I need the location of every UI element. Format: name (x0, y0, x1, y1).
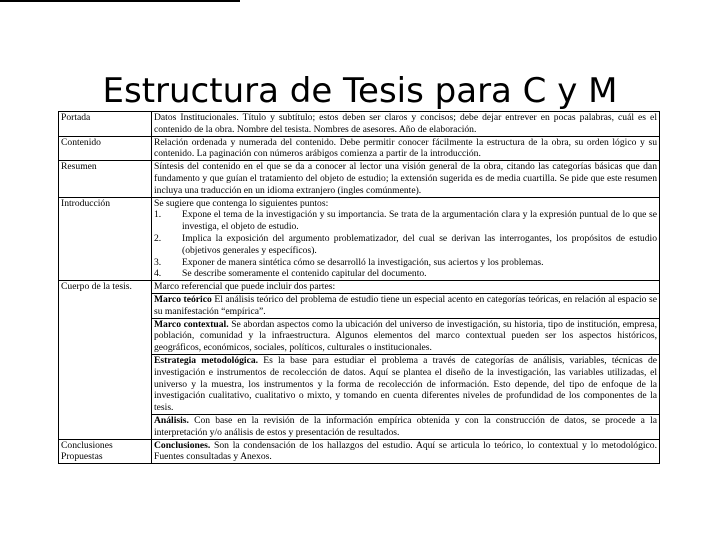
section-label: Contenido (59, 136, 152, 161)
section-label: Introducción (59, 197, 152, 281)
list-number: 2. (154, 232, 162, 244)
list-intro: Se sugiere que contenga lo siguientes puntos: (154, 197, 329, 209)
list-text: Se describe someramente el contenido capitular del documento. (182, 268, 427, 280)
subsection-text: Marco referencial que puede incluir dos partes: (154, 281, 336, 293)
subsection-text: Con base en la revisión de la información empírica obtenida y con la construcción de datos, se procede a la interpretación y/o análisis de estos y presentación de resultados. (154, 414, 657, 438)
table-row (59, 281, 660, 439)
subsection-heading: Análisis. (154, 414, 189, 426)
table-row (59, 112, 660, 137)
section-label: Resumen (59, 161, 152, 197)
section-label: Cuerpo de la tesis. (59, 281, 152, 439)
section-description: Datos Institucionales. Título y subtítulo; estos deben ser claros y concisos; debe dejar entrever en pocas palabras, cuál es el contenido de la obra. Nombre del tesista. Nombres de asesores. Año de elaboración. (152, 112, 660, 137)
list-number: 3. (154, 256, 162, 268)
subsection (152, 294, 659, 319)
subsection-heading: Marco contextual. (154, 318, 229, 330)
subsection-text: Es la base para estudiar el problema a través de categorías de análisis, variables, técnicas de investigación e instrumentos de recolección de datos. Aquí se plantea el diseño de la investigación, las variables utilizadas, el universo y la muestra, los instrumentos y la forma de recolección de información. Esto depende, del tipo de enfoque de la investigación cualitativo, cualitativo o mixto, y tomando en cuenta diferentes niveles de profundidad de los componentes de la tesis. (154, 354, 658, 414)
numbered-list (154, 209, 657, 280)
subsection-text: Se abordan aspectos como la ubicación del universo de investigación, su historia, tipo de institución, empresa, población, comunidad y la infraestructura. Algunos elementos del marco contextual pueden ser los aspectos históricos, geográficos, económicos, sociales, políticos, culturales o institucionales. (154, 318, 658, 354)
list-number: 1. (154, 209, 162, 221)
table-row (59, 197, 660, 281)
list-item (154, 268, 657, 280)
section-label-line: Conclusiones (61, 439, 113, 451)
subsection (152, 281, 659, 294)
subsection (152, 319, 659, 355)
subsection-heading: Marco teórico (154, 293, 212, 305)
section-description: Síntesis del contenido en el que se da a conocer al lector una visión general de la obra, citando las categorías básicas que dan fundamento y que guían el tratamiento del objeto de estudio; la extensión sugerida es de media cuartilla. Se pide que este resumen incluya una traducción en un idioma extranjero (ingles comúnmente). (152, 161, 660, 197)
subsection-text: El análisis teórico del problema de estudio tiene un especial acento en categorías teóricas, en relación al espacio se su manifestación “empírica”. (154, 293, 657, 317)
section-description (152, 439, 660, 464)
table-row (59, 439, 660, 464)
section-label-line: Propuestas (61, 451, 103, 463)
list-item (154, 233, 657, 257)
section-description: Relación ordenada y numerada del contenido. Debe permitir conocer fácilmente la estructura de la obra, su orden lógico y su contenido. La paginación con números arábigos comienza a partir de la introducción. (152, 136, 660, 161)
page-title: Estructura de Tesis para C y M (102, 70, 618, 111)
table-row (59, 161, 660, 197)
subsection-text: Son la condensación de los hallazgos del estudio. Aquí se articula lo teórico, lo contextual y lo metodológico. Fuentes consultadas y Anexos. (154, 439, 657, 463)
subsection-heading: Estrategia metodológica. (154, 354, 259, 366)
subsection-heading: Conclusiones. (154, 439, 211, 451)
subsection (152, 415, 659, 439)
list-number: 4. (154, 268, 162, 280)
thesis-structure-table (58, 111, 660, 464)
section-description (152, 281, 660, 439)
section-label: Portada (59, 112, 152, 137)
list-text: Exponer de manera sintética cómo se desarrolló la investigación, sus aciertos y los problemas. (182, 256, 544, 268)
subsection (152, 355, 659, 415)
list-text: Implica la exposición del argumento problematizador, del cual se derivan las interrogantes, los propósitos de estudio (objetivos generales y específicos). (182, 232, 657, 256)
section-description (152, 197, 660, 281)
table-row (59, 136, 660, 161)
list-item (154, 257, 657, 269)
top-rule (0, 0, 240, 2)
list-item (154, 209, 657, 233)
section-label (59, 439, 152, 464)
list-text: Expone el tema de la investigación y su importancia. Se trata de la argumentación clara y la expresión puntual de lo que se investiga, el objeto de estudio. (182, 209, 657, 233)
